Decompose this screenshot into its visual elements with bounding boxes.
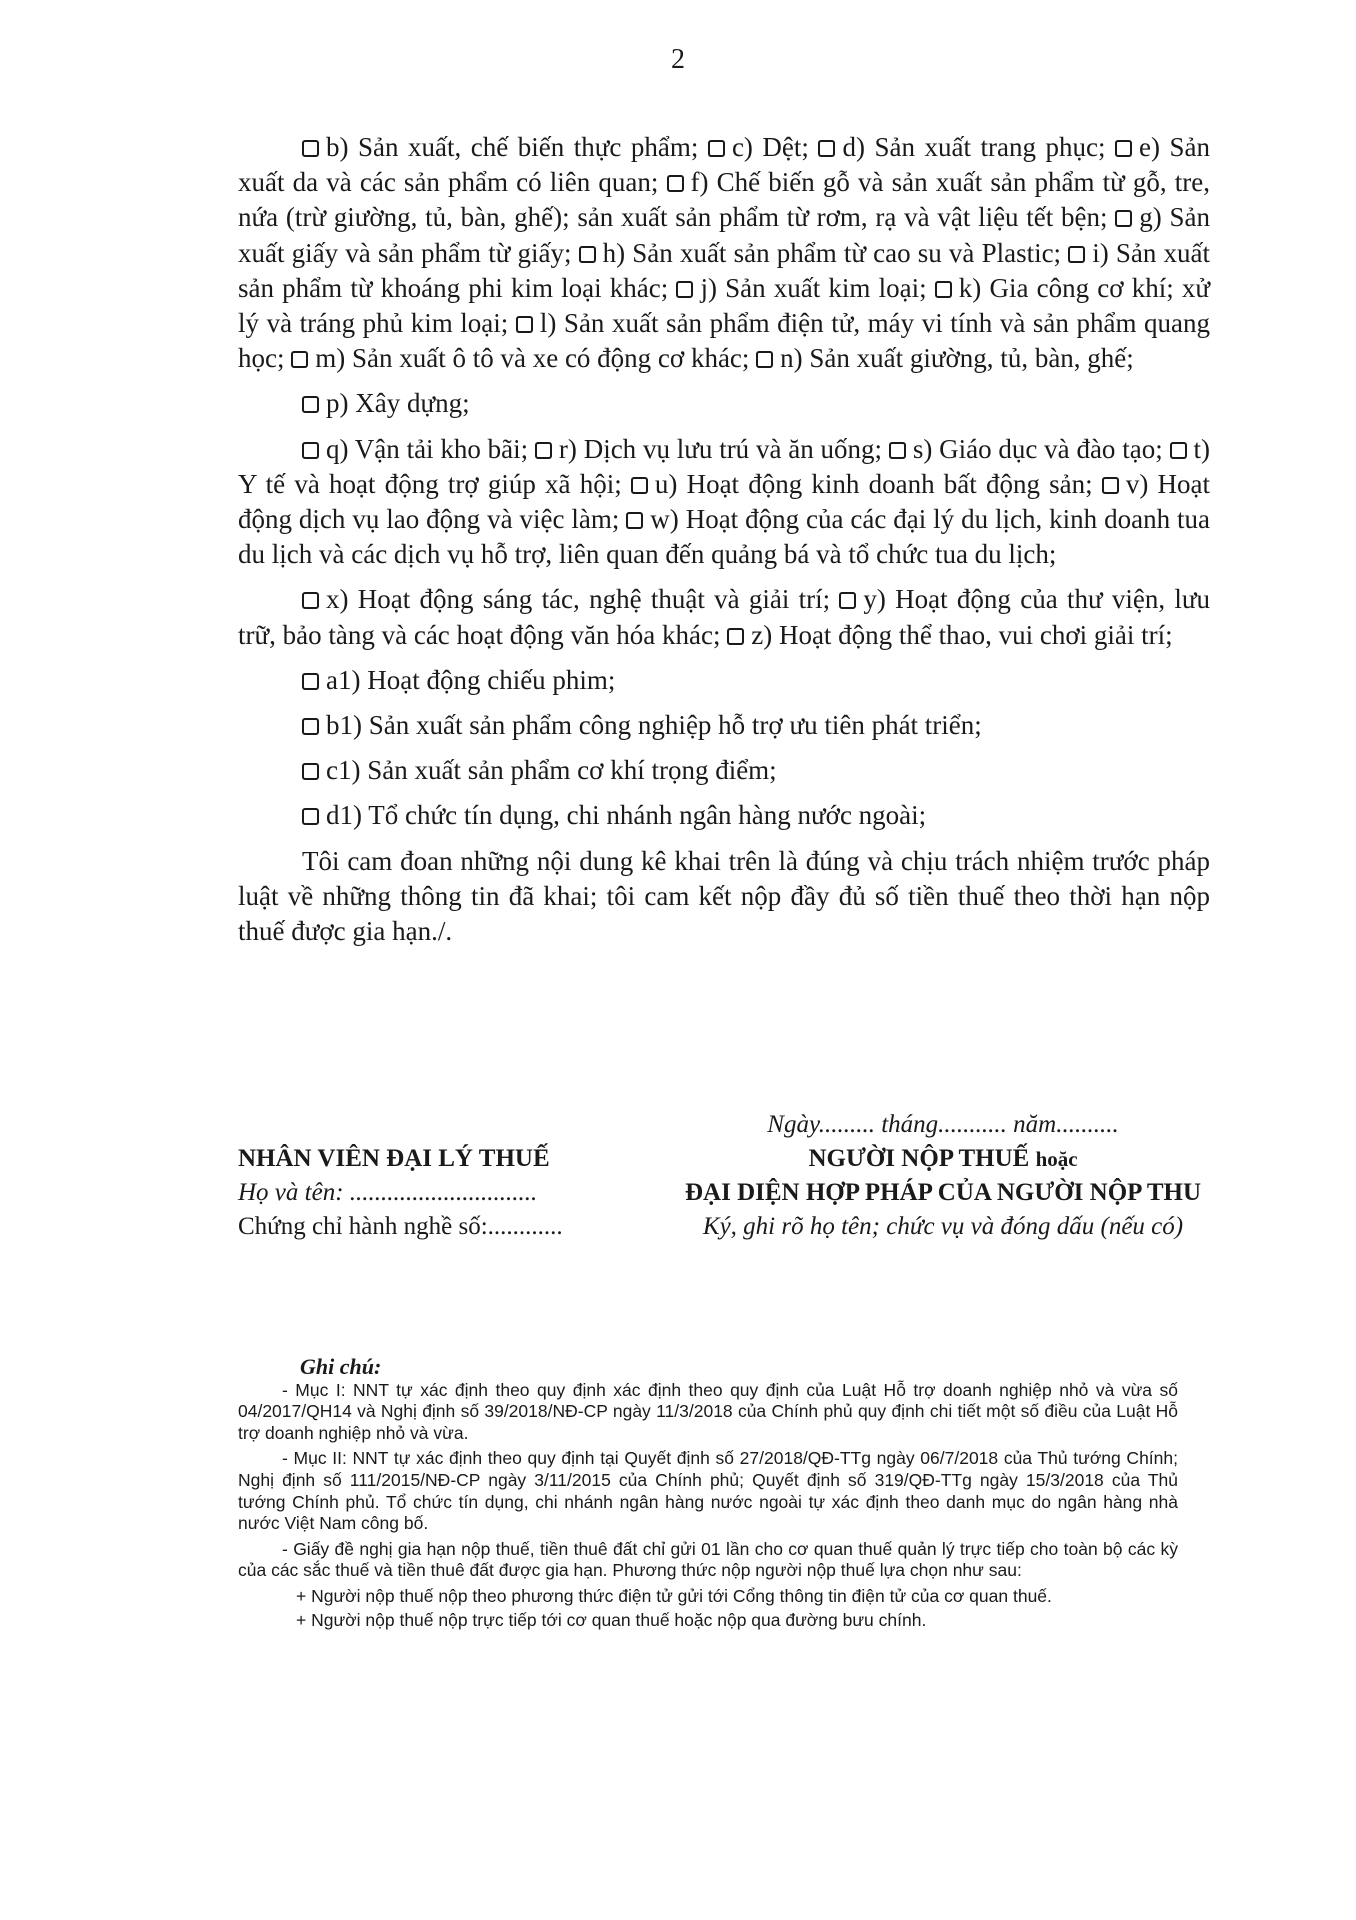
checklist-item (579, 238, 1061, 268)
checklist-item (756, 343, 1134, 373)
checkbox[interactable] (626, 512, 643, 529)
checklist-item-label: m) Sản xuất ô tô và xe có động cơ khác; (315, 343, 750, 374)
checklist-paragraph-manufacturing (238, 130, 1210, 376)
checkbox[interactable] (302, 140, 319, 157)
checklist-paragraph-services (238, 432, 1210, 573)
notes-section (238, 1356, 1178, 1633)
checkbox[interactable] (839, 592, 856, 609)
note-bullet: + Người nộp thuế nộp theo phương thức điện tử gửi tới Cổng thông tin điện tử của cơ quan thuế. (296, 1585, 1052, 1606)
checkbox[interactable] (302, 673, 319, 690)
checklist-item-label: z) Hoạt động thể thao, vui chơi giải trí; (751, 619, 1173, 650)
checklist-item-label: b1) Sản xuất sản phẩm công nghiệp hỗ trợ ưu tiên phát triển; (326, 710, 982, 741)
taxpayer-or: hoặc (1035, 1147, 1078, 1171)
checkbox[interactable] (1102, 477, 1119, 494)
checklist-item-label: l) Sản xuất sản phẩm điện tử, máy vi tính và sản phẩm quang học; (238, 308, 1211, 374)
checklist-item (889, 434, 1163, 464)
checkbox[interactable] (1068, 246, 1085, 263)
checklist-item-label: i) Sản xuất sản phẩm từ khoáng phi kim loại khác; (238, 237, 1211, 303)
checklist-item (727, 620, 1172, 650)
checklist-item-label: k) Gia công cơ khí; xử lý và tráng phủ kim loại; (238, 272, 1210, 339)
checkbox[interactable] (727, 628, 744, 645)
checkbox[interactable] (516, 316, 533, 333)
checkbox[interactable] (708, 140, 725, 157)
notes-title: Ghi chú: (300, 1354, 382, 1379)
checkbox[interactable] (302, 718, 319, 735)
checklist-item-label: p) Xây dựng; (326, 388, 470, 419)
checklist-item (302, 800, 926, 830)
checklist-item-label: s) Giáo dục và đào tạo; (912, 433, 1163, 464)
checklist-item (291, 343, 749, 373)
checklist-paragraph-credit (238, 798, 1210, 833)
checklist-item (302, 434, 528, 464)
checklist-item (302, 755, 777, 785)
checklist-item (708, 132, 809, 162)
commitment-statement: Tôi cam đoan những nội dung kê khai trên là đúng và chịu trách nhiệm trước pháp luật về những thông tin đã khai; tôi cam kết nộp đầy đủ số tiền thuế theo thời hạn nộp thuế được gia hạn./. (238, 845, 1210, 947)
checklist-paragraph-culture (238, 582, 1210, 652)
checklist-item-label: j) Sản xuất kim loại; (700, 272, 927, 303)
checklist-item-label: w) Hoạt động của các đại lý du lịch, kinh doanh tua du lịch và các dịch vụ hỗ trợ, liên quan đến quảng bá và tổ chức tua du lịch; (238, 504, 1210, 570)
checkbox[interactable] (818, 140, 835, 157)
checklist-paragraph-cinema (238, 663, 1210, 698)
checklist-item-label: q) Vận tải kho bãi; (326, 433, 529, 464)
checklist-item-label: r) Dịch vụ lưu trú và ăn uống; (558, 433, 883, 464)
checkbox[interactable] (1170, 442, 1187, 459)
checklist-item-label: u) Hoạt động kinh doanh bất động sản; (654, 468, 1093, 499)
note-paragraph: - Mục II: NNT tự xác định theo quy định tại Quyết định số 27/2018/QĐ-TTg ngày 06/7/2018 của Thủ tướng Chính; Nghị định số 111/2015/NĐ-CP ngày 3/11/2015 của Chính phủ; Quyết định số 319/QĐ-TTg ngày 15/3/2018 của Thủ tướng Chính phủ. Tổ chức tín dụng, chi nhánh ngân hàng nước ngoài tự xác định theo danh mục do ngân hàng nhà nước Việt Nam công bố. (238, 1448, 1178, 1534)
checklist-item (302, 388, 470, 418)
checklist-item (302, 584, 830, 614)
checklist-item (631, 469, 1093, 499)
sign-note: Ký, ghi rõ họ tên; chức vụ và đóng dấu (nếu có) (702, 1213, 1184, 1240)
checklist-item-label: d) Sản xuất trang phục; (842, 132, 1106, 162)
checkbox[interactable] (1115, 140, 1132, 157)
checklist-paragraph-construction (238, 386, 1210, 421)
checklist-item-label: t) Y tế và hoạt động trợ giúp xã hội; (238, 433, 1211, 499)
checklist-item (302, 665, 615, 695)
checkbox[interactable] (302, 442, 319, 459)
checklist-item-label: e) Sản xuất da và các sản phẩm có liên quan; (238, 132, 1211, 198)
checklist-paragraph-support-industry (238, 708, 1210, 743)
checklist-item (535, 434, 882, 464)
checklist-item-label: c1) Sản xuất sản phẩm cơ khí trọng điểm; (326, 755, 777, 786)
tax-agent-column (238, 1142, 628, 1244)
note-bullet: + Người nộp thuế nộp trực tiếp tới cơ quan thuế hoặc nộp qua đường bưu chính. (296, 1609, 927, 1630)
checklist-item-label: n) Sản xuất giường, tủ, bàn, ghế; (780, 343, 1134, 374)
agent-cert-field: Chứng chỉ hành nghề số:............ (238, 1213, 563, 1240)
checkbox[interactable] (756, 351, 773, 368)
agent-name-field: Họ và tên: .............................. (238, 1179, 538, 1206)
checklist-item-label: d1) Tổ chức tín dụng, chi nhánh ngân hàng nước ngoài; (326, 800, 927, 831)
checklist-item-label: a1) Hoạt động chiếu phim; (326, 664, 616, 695)
page-number: 2 (671, 44, 685, 75)
industry-checklist (238, 130, 1210, 959)
representative-title: ĐẠI DIỆN HỢP PHÁP CỦA NGƯỜI NỘP THU (684, 1179, 1201, 1206)
checkbox[interactable] (302, 763, 319, 780)
checkbox[interactable] (1115, 210, 1132, 227)
note-paragraph: - Giấy đề nghị gia hạn nộp thuế, tiền thuê đất chỉ gửi 01 lần cho cơ quan thuế quản lý trực tiếp cho toàn bộ các kỳ của các sắc thuế và tiền thuê đất được gia hạn. Phương thức nộp người nộp thuế lựa chọn như sau: (238, 1538, 1178, 1581)
taxpayer-title: NGƯỜI NỘP THUẾ (808, 1145, 1030, 1172)
taxpayer-column (648, 1108, 1238, 1244)
checklist-item-label: y) Hoạt động của thư viện, lưu trữ, bảo tàng và các hoạt động văn hóa khác; (238, 584, 1211, 650)
checkbox[interactable] (676, 281, 693, 298)
checklist-item-label: b) Sản xuất, chế biến thực phẩm; (326, 132, 699, 162)
checklist-item (302, 132, 698, 162)
checkbox[interactable] (631, 477, 648, 494)
checkbox[interactable] (291, 351, 308, 368)
checkbox[interactable] (535, 442, 552, 459)
checklist-item (818, 132, 1105, 162)
signature-block (238, 1108, 1238, 1248)
checkbox[interactable] (579, 246, 596, 263)
checklist-item-label: h) Sản xuất sản phẩm từ cao su và Plastic; (602, 237, 1062, 268)
checkbox[interactable] (667, 175, 684, 192)
agent-title: NHÂN VIÊN ĐẠI LÝ THUẾ (238, 1145, 550, 1172)
checklist-item-label: v) Hoạt động dịch vụ lao động và việc làm; (238, 468, 1210, 535)
checklist-item-label: x) Hoạt động sáng tác, nghệ thuật và giải trí; (326, 584, 831, 615)
checklist-item-label: f) Chế biến gỗ và sản xuất sản phẩm từ gỗ, tre, nứa (trừ giường, tủ, bàn, ghế); sản xuất sản phẩm từ rơm, rạ và vật liệu tết bện; (238, 167, 1211, 233)
checklist-item-label: g) Sản xuất giấy và sản phẩm từ giấy; (238, 202, 1211, 268)
note-paragraph: - Mục I: NNT tự xác định theo quy định xác định theo quy định của Luật Hỗ trợ doanh nghiệp nhỏ và vừa số 04/2017/QH14 và Nghị định số 39/2018/NĐ-CP ngày 11/3/2018 của Chính phủ quy định chi tiết một số điều của Luật Hỗ trợ doanh nghiệp nhỏ và vừa. (238, 1379, 1178, 1443)
date-line: Ngày......... tháng........... năm.......... (767, 1111, 1119, 1138)
checklist-item (676, 273, 926, 303)
checkbox[interactable] (302, 396, 319, 413)
checklist-item (302, 710, 982, 740)
checkbox[interactable] (302, 808, 319, 825)
checkbox[interactable] (302, 592, 319, 609)
checklist-paragraph-mechanical (238, 753, 1210, 788)
checklist-item-label: c) Dệt; (731, 132, 809, 162)
checkbox[interactable] (889, 442, 906, 459)
checkbox[interactable] (935, 281, 952, 298)
